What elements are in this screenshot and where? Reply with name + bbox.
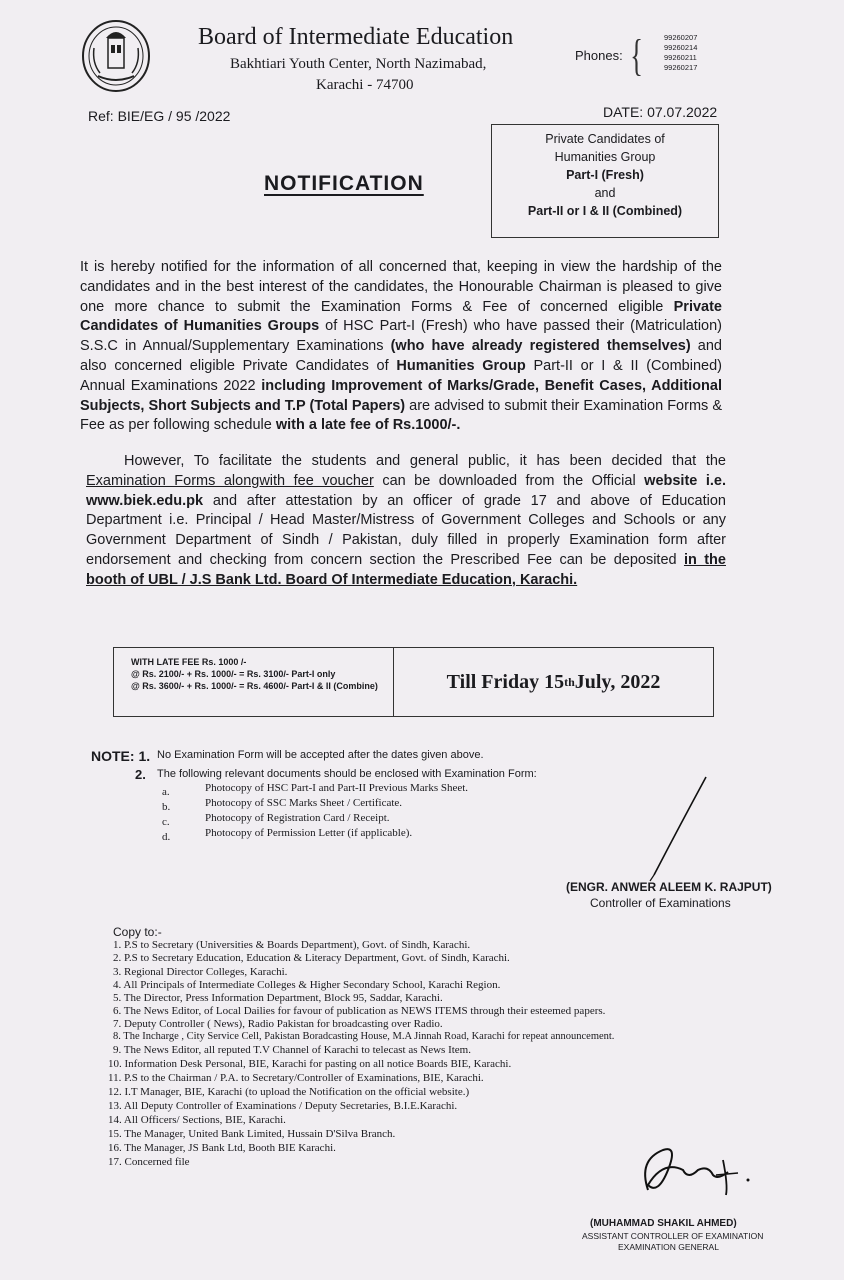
phone-number: 99260207 <box>664 33 698 42</box>
text-run-bold: (who have already registered themselves) <box>390 338 691 355</box>
signatory-1-name: (ENGR. ANWER ALEEM K. RAJPUT) <box>566 880 772 894</box>
text-run-bold: with a late fee of Rs.1000/-. <box>275 417 461 434</box>
deadline-cell <box>394 648 713 716</box>
text-run-bold-underlined: in the booth of UBL / J.S Bank Ltd. Board Of Intermediate Education, Karachi. <box>86 551 726 588</box>
fee-line: WITH LATE FEE Rs. 1000 /- <box>131 657 247 667</box>
text-run-bold: including Improvement of Marks/Grade, Benefit Cases, Additional Subjects, Short Subjects and T.P (Total Papers) <box>80 377 722 414</box>
phone-number: 99260214 <box>664 43 698 52</box>
notification-title: NOTIFICATION <box>264 172 424 195</box>
paragraph-2 <box>86 452 726 591</box>
signatory-2-subtitle: EXAMINATION GENERAL <box>618 1242 719 1252</box>
copy-to-item: 8. The Incharge , City Service Cell, Pakistan Boradcasting House, M.A Jinnah Road, Karachi for repeat announcement. <box>113 1031 615 1042</box>
signature-controller <box>640 775 720 885</box>
copy-to-item: 6. The News Editor, of Local Dailies for favour of publication as NEWS ITEMS through their esteemed papers. <box>113 1005 606 1017</box>
board-name: Board of Intermediate Education <box>198 24 514 50</box>
copy-to-item: 14. All Officers/ Sections, BIE, Karachi. <box>108 1114 286 1126</box>
address-line-1: Bakhtiari Youth Center, North Nazimabad, <box>230 56 487 72</box>
copy-to-item: 13. All Deputy Controller of Examinations / Deputy Secretaries, B.I.E.Karachi. <box>108 1100 458 1112</box>
subject-line: Part-II or I & II (Combined) <box>527 204 683 218</box>
copy-to-item: 15. The Manager, United Bank Limited, Hussain D'Silva Branch. <box>108 1128 396 1140</box>
document-item: Photocopy of HSC Part-I and Part-II Previous Marks Sheet. <box>205 782 469 794</box>
text-run: However, To facilitate the students and general public, it has been decided that the <box>124 453 726 469</box>
fee-schedule-table <box>113 647 714 717</box>
signatory-1-title: Controller of Examinations <box>590 896 731 910</box>
subject-line: Part-I (Fresh) <box>566 168 644 182</box>
subject-line: and <box>594 186 616 200</box>
copy-to-heading: Copy to:- <box>113 925 162 939</box>
website-link-text: website i.e. www.biek.edu.pk <box>86 472 726 509</box>
document-letter: a. <box>162 786 170 798</box>
signatory-2-title: ASSISTANT CONTROLLER OF EXAMINATION <box>582 1231 764 1241</box>
address-line-2: Karachi - 74700 <box>316 77 414 93</box>
copy-to-item: 4. All Principals of Intermediate Colleges & Higher Secondary School, Karachi Region. <box>113 979 501 991</box>
text-run: and also concerned eligible Private Candidates of <box>80 338 722 374</box>
fee-details-cell <box>114 648 394 716</box>
text-run-underlined: Examination Forms alongwith fee voucher <box>86 472 374 489</box>
note-2-number: 2. <box>135 767 146 782</box>
phones-label: Phones: <box>575 48 623 63</box>
signatory-2-name: (MUHAMMAD SHAKIL AHMED) <box>590 1218 737 1229</box>
copy-to-item: 2. P.S to Secretary Education, Education & Literacy Department, Govt. of Sindh, Karachi. <box>113 952 510 964</box>
document-letter: c. <box>162 816 170 828</box>
copy-to-item: 5. The Director, Press Information Department, Block 95, Saddar, Karachi. <box>113 992 443 1004</box>
deadline-text: Till Friday 15 <box>446 670 565 693</box>
notification-date: DATE: 07.07.2022 <box>603 104 718 120</box>
fee-line: @ Rs. 2100/- + Rs. 1000/- = Rs. 3100/- Part-I only <box>131 669 336 679</box>
note-1: No Examination Form will be accepted after the dates given above. <box>157 749 484 761</box>
note-2: The following relevant documents should be enclosed with Examination Form: <box>157 768 537 780</box>
text-run: Part-II or I & II (Combined) Annual Examinations 2022 <box>80 357 722 394</box>
text-run: and after attestation by an officer of grade 17 and above of Education Department i.e. Principal / Head Master/Mistress of Government Colleges and Schools or any Government Department of Sindh / Pakistan, duly filled in properly Examination form after endorsement and checking from concern section the Prescribed Fee can be deposited <box>86 492 726 568</box>
copy-to-item: 11. P.S to the Chairman / P.A. to Secretary/Controller of Examinations, BIE, Karachi. <box>108 1072 484 1084</box>
document-letter: b. <box>162 801 171 813</box>
deadline-superscript: th <box>564 674 575 689</box>
document-letter: d. <box>162 831 171 843</box>
text-run: of HSC Part-I (Fresh) who have passed their (Matriculation) S.S.C in Annual/Supplementary Examinations <box>80 318 722 355</box>
paragraph-1 <box>80 258 722 436</box>
signature-assistant-controller <box>628 1140 768 1210</box>
text-run: are advised to submit their Examination Forms & Fee as per following schedule <box>80 397 722 434</box>
phone-number: 99260217 <box>664 63 698 72</box>
fee-line: @ Rs. 3600/- + Rs. 1000/- = Rs. 4600/- Part-I & II (Combine) <box>131 681 378 691</box>
phone-number: 99260211 <box>664 53 697 62</box>
text-run-bold: Private Candidates of Humanities Groups <box>80 298 722 335</box>
document-item: Photocopy of SSC Marks Sheet / Certificate. <box>205 797 403 809</box>
text-run: can be downloaded from the Official <box>373 472 645 489</box>
reference-number: Ref: BIE/EG / 95 /2022 <box>88 108 231 124</box>
copy-to-item: 3. Regional Director Colleges, Karachi. <box>113 966 288 978</box>
text-run-bold: Humanities Group <box>396 357 526 374</box>
subject-line: Private Candidates of <box>545 132 665 146</box>
note-label: NOTE: 1. <box>91 748 151 764</box>
deadline-text: July, 2022 <box>574 670 661 693</box>
brace-icon: { <box>630 31 643 80</box>
copy-to-item: 7. Deputy Controller ( News), Radio Pakistan for broadcasting over Radio. <box>113 1018 443 1030</box>
copy-to-item: 1. P.S to Secretary (Universities & Boards Department), Govt. of Sindh, Karachi. <box>113 939 471 951</box>
copy-to-item: 16. The Manager, JS Bank Ltd, Booth BIE Karachi. <box>108 1142 336 1154</box>
phone-list <box>664 33 697 73</box>
copy-to-item: 9. The News Editor, all reputed T.V Channel of Karachi to telecast as News Item. <box>113 1044 471 1056</box>
board-logo <box>80 18 152 94</box>
copy-to-item: 12. I.T Manager, BIE, Karachi (to upload the Notification on the official website.) <box>108 1086 470 1098</box>
copy-to-item: 17. Concerned file <box>108 1156 190 1168</box>
copy-to-item: 10. Information Desk Personal, BIE, Karachi for pasting on all notice Boards BIE, Karachi. <box>108 1058 512 1070</box>
subject-box <box>491 124 719 238</box>
document-item: Photocopy of Permission Letter (if applicable). <box>205 827 413 839</box>
subject-line: Humanities Group <box>554 150 656 164</box>
document-item: Photocopy of Registration Card / Receipt. <box>205 812 390 824</box>
text-run: It is hereby notified for the information of all concerned that, keeping in view the hardship of the candidates and in the best interest of the candidates, the Honourable Chairman is pleased to give one more chance to submit the Examination Forms & Fee of concerned eligible <box>80 259 722 315</box>
